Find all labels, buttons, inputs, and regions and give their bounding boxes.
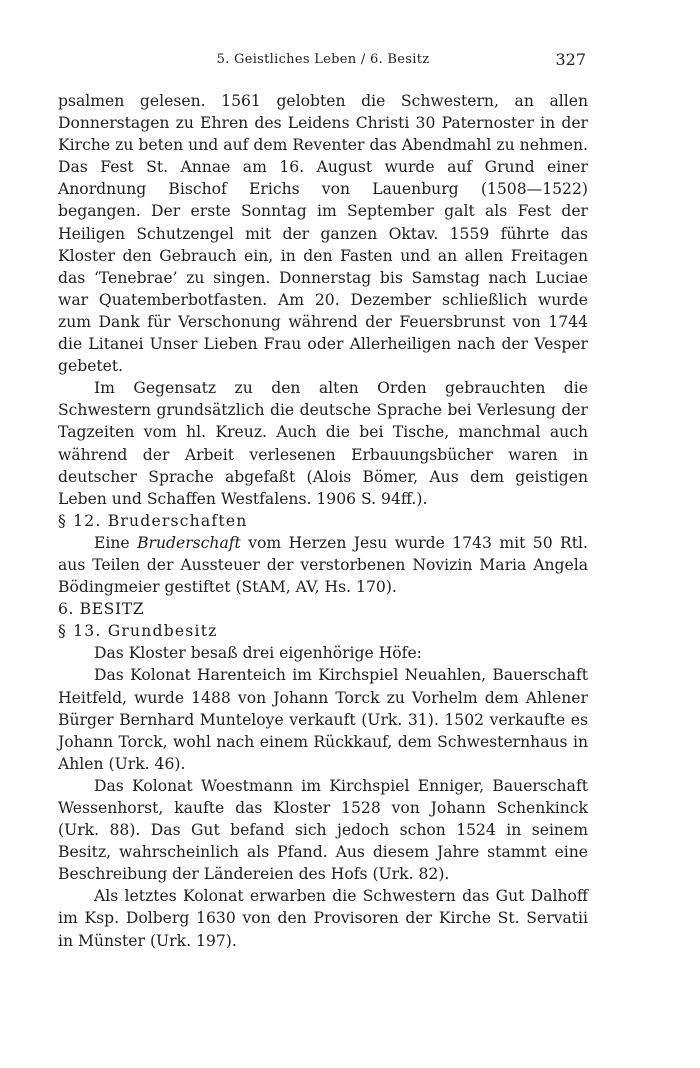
section-heading-grundbesitz: § 13. Grundbesitz — [58, 622, 218, 641]
running-head — [58, 50, 588, 74]
paragraph-harenteich: Das Kolonat Harenteich im Kirchspiel Neuahlen, Bauerschaft Heitfeld, wurde 1488 von Johann Torck zu Vorhelm dem Ahlener Bürger Bernhard Munteloye verkauft (Urk. 31). 1502 verkaufte es Johann Torck, wohl nach einem Rückkauf, dem Schwesternhaus in Ahlen (Urk. 46). — [58, 666, 588, 773]
paragraph-bruderschaft — [58, 532, 588, 598]
paragraph-hoefe: Das Kloster besaß drei eigenhörige Höfe: — [94, 644, 422, 663]
running-title: 5. Geistliches Leben / 6. Besitz — [216, 52, 430, 67]
paragraph-bruderschaft-rest: vom Herzen Jesu wurde 1743 mit 50 Rtl. aus Teilen der Aussteuer der verstorbenen Novizin Maria Angela Bödingmeier gestiftet (StAM, AV, Hs. 170). — [58, 533, 588, 597]
paragraph-sprache: Im Gegensatz zu den alten Orden gebrauchten die Schwestern grundsätzlich die deutsche Sprache bei Verlesung der Tagzeiten vom hl. Kreuz. Auch die bei Tische, manchmal auch während der Arbeit verlesenen Erbauungsbücher waren in deutscher Sprache abgefaßt (Alois Bömer, Aus dem geistigen Leben und Schaffen Westfalens. 1906 S. 94ff.). — [58, 379, 588, 508]
chapter-heading-besitz: 6. BESITZ — [58, 600, 145, 619]
paragraph-dalhoff: Als letztes Kolonat erwarben die Schwestern das Gut Dalhoff im Ksp. Dolberg 1630 von den Provisoren der Kirche St. Servatii in Münster (Urk. 197). — [58, 887, 588, 950]
paragraph-psalmen: psalmen gelesen. 1561 gelobten die Schwestern, an allen Donnerstagen zu Ehren des Leidens Christi 30 Paternoster in der Kirche zu beten und auf dem Reventer das Abendmahl zu nehmen. Das Fest St. Annae am 16. August wurde auf Grund einer Anordnung Bischof Erichs von Lauenburg (1508—1522) begangen. Der erste Sonntag im September galt als Fest der Heiligen Schutzengel mit der ganzen Oktav. 1559 führte das Kloster den Gebrauch ein, in den Fasten und an allen Freitagen das ‘Tenebrae’ zu singen. Donnerstag bis Samstag nach Luciae war Quatemberbotfasten. Am 20. Dezember schließlich wurde zum Dank für Verschonung während der Feuersbrunst von 1744 die Litanei Unser Lieben Frau oder Allerheiligen nach der Vesper gebetet. — [58, 92, 588, 376]
body-text — [58, 90, 588, 952]
bruderschaft-italic: Bruderschaft — [137, 533, 241, 552]
section-heading-bruderschaften: § 12. Bruderschaften — [58, 511, 248, 530]
page-number: 327 — [555, 50, 586, 69]
paragraph-bruderschaft-start: Eine — [94, 533, 138, 552]
paragraph-woestmann: Das Kolonat Woestmann im Kirchspiel Enniger, Bauerschaft Wessenhorst, kaufte das Kloster 1528 von Johann Schenkinck (Urk. 88). Das Gut befand sich jedoch schon 1524 in seinem Besitz, wahrscheinlich als Pfand. Aus diesem Jahre stammt eine Beschreibung der Ländereien des Hofs (Urk. 82). — [58, 776, 588, 884]
